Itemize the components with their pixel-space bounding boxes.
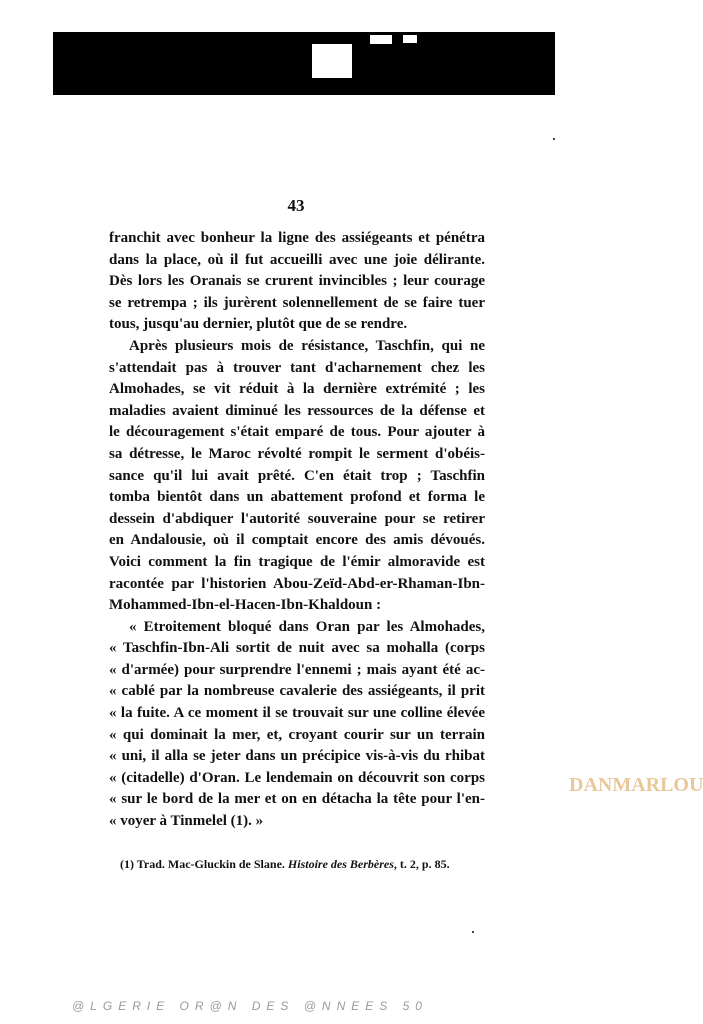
quote-line: « cablé par la nombreuse cavalerie des assiégeants, il prit <box>109 683 485 700</box>
vertical-stamp: DANMARLOU <box>569 774 703 796</box>
quote-line: « sur le bord de la mer et on en détacha la tête pour l'en- <box>109 791 485 808</box>
speck <box>553 138 555 140</box>
text-line: dans la place, où il fut accueilli avec une joie délirante. <box>109 251 485 268</box>
text-line: Dès lors les Oranais se crurent invincibles ; leur courage <box>109 273 485 290</box>
text-line: Voici comment la fin tragique de l'émir almoravide est <box>109 553 485 570</box>
text-line: racontée par l'historien Abou-Zeïd-Abd-er-Rhaman-Ibn- <box>109 575 485 592</box>
quote-line: « Etroitement bloqué dans Oran par les Almohades, <box>129 618 485 635</box>
text-line: Almohades, se vit réduit à la dernière extrémité ; les <box>109 381 485 398</box>
text-line: tomba bientôt dans un abattement profond et forma le <box>109 489 485 506</box>
footnote <box>120 857 450 872</box>
redaction-bar <box>53 32 555 95</box>
text-line: le découragement s'était emparé de tous. Pour ajouter à <box>109 424 485 441</box>
redaction-gap <box>370 35 392 44</box>
text-line: tous, jusqu'au dernier, plutôt que de se rendre. <box>109 316 408 333</box>
text-line: franchit avec bonheur la ligne des assiégeants et pénétra <box>109 230 485 246</box>
body-text <box>109 228 485 833</box>
quote-line: « qui dominait la mer, et, croyant courir sur un terrain <box>109 726 485 743</box>
footnote-title: Histoire des Berbères <box>287 857 394 871</box>
redaction-gap <box>403 35 417 43</box>
quote-line: « Taschfin-Ibn-Ali sortit de nuit avec sa mohalla (corps <box>109 640 485 657</box>
quote-line: « (citadelle) d'Oran. Le lendemain on découvrit son corps <box>109 769 485 786</box>
quote-line: « d'armée) pour surprendre l'ennemi ; mais ayant été ac- <box>109 661 485 678</box>
footnote-prefix: (1) Trad. Mac-Gluckin de Slane. <box>120 857 288 871</box>
text-line: maladies avaient diminué les ressources de la défense et <box>109 402 485 419</box>
speck <box>472 931 474 933</box>
text-line: dessein d'abdiquer l'autorité souveraine pour se retirer <box>109 510 485 527</box>
redaction-gap <box>312 44 352 78</box>
quote-line: « uni, il alla se jeter dans un précipice vis-à-vis du rhibat <box>109 748 485 765</box>
footnote-suffix: , t. 2, p. 85. <box>393 857 450 871</box>
watermark: @LGERIE OR@N DES @NNEES 50 <box>72 999 428 1013</box>
text-line: sance qu'il lui avait prêté. C'en était trop ; Taschfin <box>109 467 485 484</box>
text-line: Après plusieurs mois de résistance, Taschfin, qui ne <box>129 337 485 354</box>
quote-line: « la fuite. A ce moment il se trouvait sur une colline élevée <box>109 705 485 722</box>
text-line: se retrempa ; ils jurèrent solennellement de se faire tuer <box>109 294 485 311</box>
quote-line: « voyer à Tinmelel (1). » <box>109 813 264 830</box>
text-line: Mohammed-Ibn-el-Hacen-Ibn-Khaldoun : <box>109 597 382 614</box>
page-number: 43 <box>287 196 305 215</box>
text-line: s'attendait pas à trouver tant d'acharnement chez les <box>109 359 485 376</box>
text-line: sa détresse, le Maroc révolté rompit le serment d'obéis- <box>109 445 485 462</box>
text-line: en Andalousie, où il comptait encore des amis dévoués. <box>109 532 485 549</box>
